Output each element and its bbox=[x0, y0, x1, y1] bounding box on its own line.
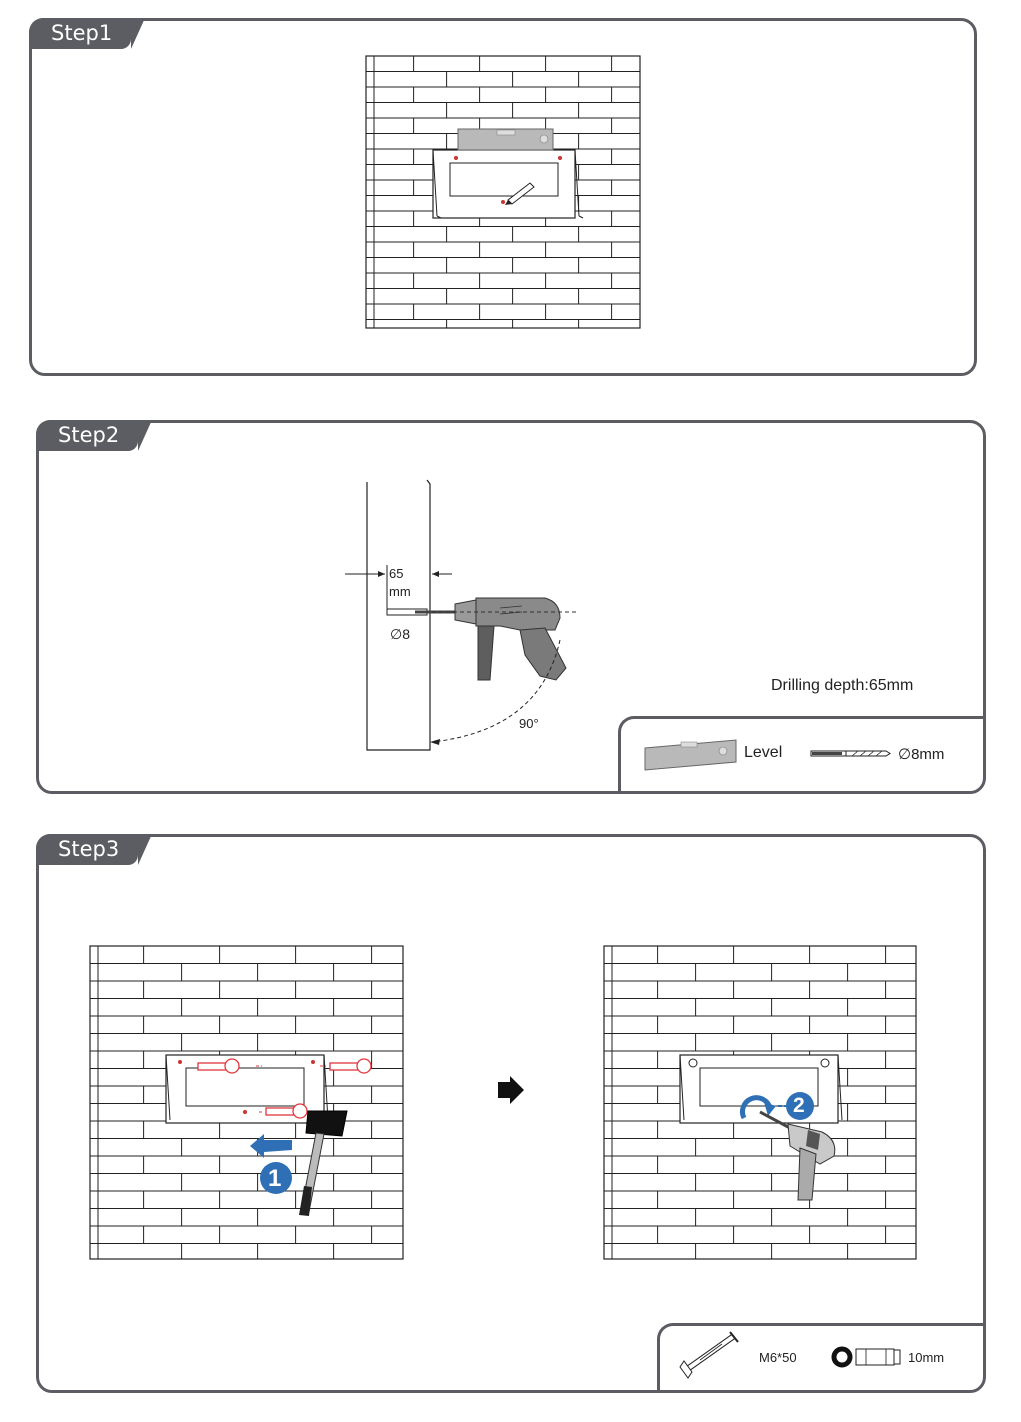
socket-size-label: 10mm bbox=[908, 1350, 945, 1365]
step2-tab: Step2 bbox=[36, 420, 138, 451]
level-label: Level bbox=[744, 744, 783, 761]
bolt-spec-label: M6*50 bbox=[759, 1350, 797, 1365]
arrow-right-icon bbox=[498, 1076, 524, 1104]
step3-tab: Step3 bbox=[36, 834, 138, 865]
expansion-bolt-icon bbox=[680, 1332, 738, 1378]
hole-diameter-label: ∅8 bbox=[390, 626, 410, 642]
socket-icon bbox=[834, 1349, 900, 1365]
step-marker-2-label: 2 bbox=[793, 1094, 805, 1117]
drill-bit-label: ∅8mm bbox=[898, 746, 945, 763]
dimension-value: 65 bbox=[389, 566, 404, 581]
angle-label: 90° bbox=[519, 716, 539, 731]
drilling-depth-note: Drilling depth:65mm bbox=[771, 677, 914, 694]
dimension-unit: mm bbox=[389, 584, 411, 599]
step1-tab: Step1 bbox=[29, 18, 131, 49]
step-marker-1-label: 1 bbox=[268, 1165, 282, 1192]
